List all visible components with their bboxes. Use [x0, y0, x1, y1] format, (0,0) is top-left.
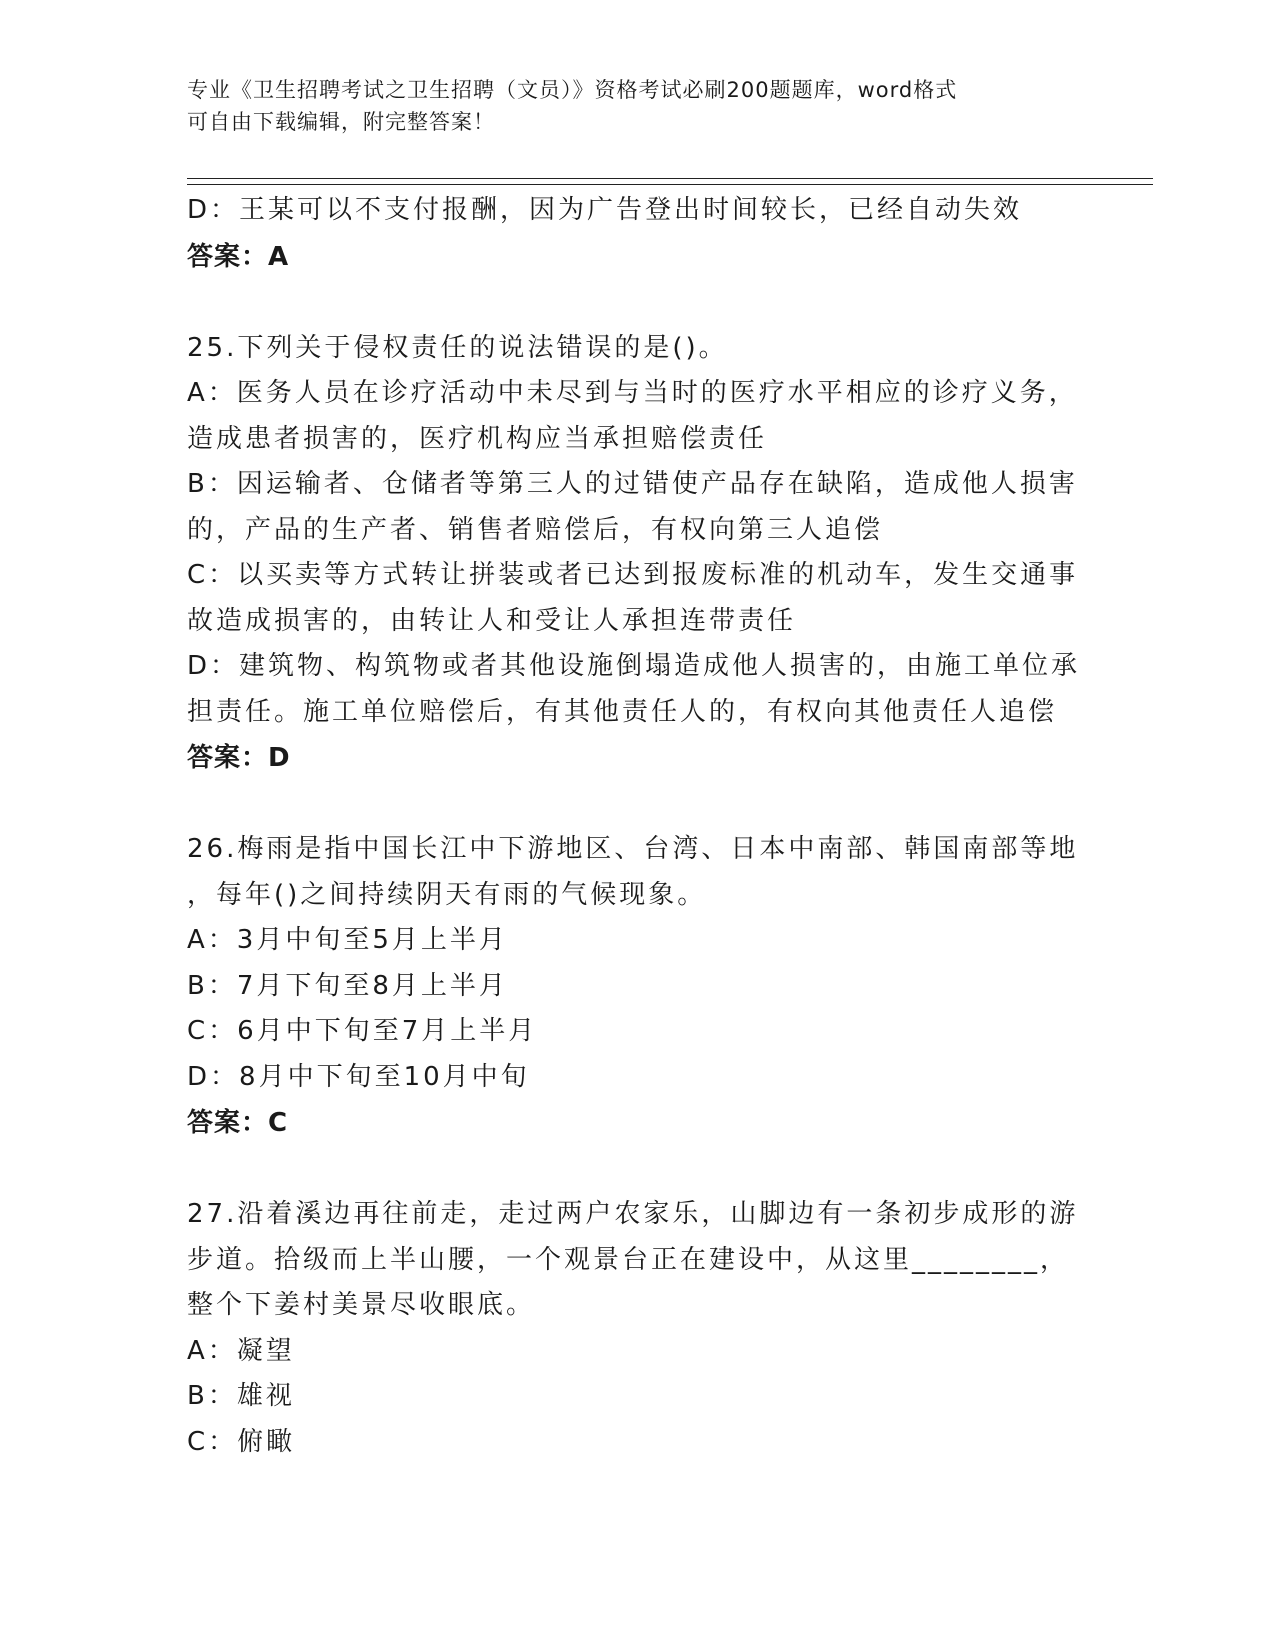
header-divider	[187, 178, 1153, 179]
q25-option-c: C：以买卖等方式转让拼装或者已达到报废标准的机动车，发生交通事	[187, 560, 1079, 590]
question-body	[187, 188, 1087, 1465]
spacer	[187, 1146, 1087, 1192]
header-divider-second	[187, 184, 1153, 185]
q25-option-d: D：建筑物、构筑物或者其他设施倒塌造成他人损害的，由施工单位承	[187, 651, 1081, 681]
q25-option-b: B：因运输者、仓储者等第三人的过错使产品存在缺陷，造成他人损害	[187, 469, 1078, 499]
q25-stem: 25.下列关于侵权责任的说法错误的是()。	[187, 332, 728, 363]
q25-option-a-cont: 造成患者损害的，医疗机构应当承担赔偿责任	[187, 423, 768, 454]
q27-stem: 27.沿着溪边再往前走，走过两户农家乐，山脚边有一条初步成形的游	[187, 1199, 1079, 1229]
q26-option-c: C：6月中下旬至7月上半月	[187, 1016, 538, 1046]
q25-option-b-cont: 的，产品的生产者、销售者赔偿后，有权向第三人追偿	[187, 514, 884, 545]
header-line-1: 专业《卫生招聘考试之卫生招聘（文员）》资格考试必刷200题题库，word格式	[187, 78, 958, 102]
q25-option-c-cont: 故造成损害的，由转让人和受让人承担连带责任	[187, 605, 797, 636]
q27-option-b: B：雄视	[187, 1381, 295, 1411]
q26-option-b: B：7月下旬至8月上半月	[187, 970, 508, 1001]
q27-stem-cont-2: 整个下姜村美景尽收眼底。	[187, 1290, 536, 1320]
header-line-2: 可自由下载编辑，附完整答案！	[187, 110, 495, 134]
spacer	[187, 280, 1087, 326]
q24-option-d: D：王某可以不支付报酬，因为广告登出时间较长，已经自动失效	[187, 195, 1023, 225]
spacer	[187, 781, 1087, 827]
document-header	[187, 74, 1067, 138]
q27-option-a: A：凝望	[187, 1335, 295, 1366]
q26-stem-cont: ，每年()之间持续阴天有雨的气候现象。	[187, 879, 707, 910]
q26-stem: 26.梅雨是指中国长江中下游地区、台湾、日本中南部、韩国南部等地	[187, 834, 1079, 864]
q27-option-c: C：俯瞰	[187, 1426, 296, 1457]
q25-answer: 答案：D	[187, 743, 291, 773]
q26-option-a: A：3月中旬至5月上半月	[187, 925, 508, 955]
q27-stem-cont: 步道。拾级而上半山腰，一个观景台正在建设中，从这里________，	[187, 1244, 1070, 1275]
q25-option-a: A：医务人员在诊疗活动中未尽到与当时的医疗水平相应的诊疗义务，	[187, 378, 1078, 408]
q25-option-d-cont: 担责任。施工单位赔偿后，有其他责任人的，有权向其他责任人追偿	[187, 696, 1058, 727]
q24-answer: 答案：A	[187, 241, 290, 272]
q26-option-d: D：8月中下旬至10月中旬	[187, 1061, 530, 1092]
q26-answer: 答案：C	[187, 1108, 289, 1138]
